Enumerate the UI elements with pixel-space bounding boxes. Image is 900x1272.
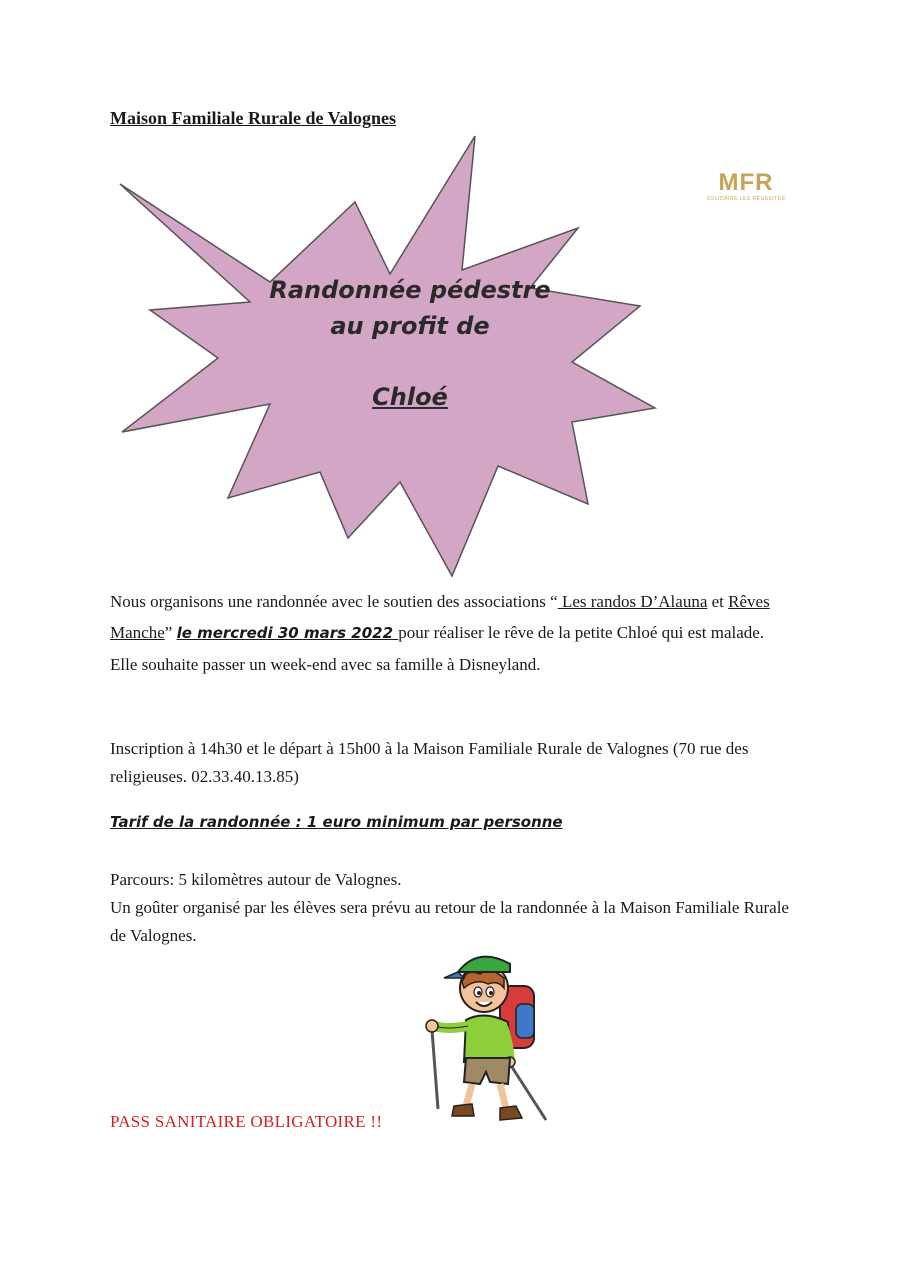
inscription-paragraph: Inscription à 14h30 et le départ à 15h00 à la Maison Familiale Rurale de Valognes (70 rue des religieuses. 02.33.40.13.85) [110,739,749,786]
tarif-line: Tarif de la randonnée : 1 euro minimum par personne [110,813,563,831]
intro-part-2: et [707,592,729,611]
hiker-icon [418,944,558,1134]
logo-mark: MFR [718,169,774,196]
association-reves-manche: Rêves Manche [110,592,770,642]
pass-sanitaire-notice: PASS SANITAIRE OBLIGATOIRE !! [110,1112,383,1131]
mfr-logo [700,170,792,206]
starburst-line-2: au profit de [330,312,490,340]
parcours-line-2: Un goûter organisé par les élèves sera prévu au retour de la randonnée à la Maison Familiale Rurale de Valognes. [110,898,789,945]
intro-part-4: pour réaliser le rêve de la petite Chloé qui est malade. Elle souhaite passer un week-end avec sa famille à Disneyland. [110,623,765,674]
association-les-randos: Les randos D’Alauna [557,592,708,611]
starburst-line-3: Chloé [372,383,448,411]
intro-part-1: Nous organisons une randonnée avec le soutien des associations “ [110,592,558,611]
event-date: le mercredi 30 mars 2022 [176,624,399,642]
logo-tagline: SOLIDAIRE LES RÉUSSITES [706,196,786,202]
organization-title: Maison Familiale Rurale de Valognes [110,108,397,128]
starburst-shape [110,132,670,582]
parcours-paragraph [110,866,790,950]
parcours-line-1: Parcours: 5 kilomètres autour de Valognes. [110,870,402,889]
intro-part-3: ” [164,623,177,642]
starburst-line-1: Randonnée pédestre [269,276,551,304]
intro-paragraph [110,586,790,680]
